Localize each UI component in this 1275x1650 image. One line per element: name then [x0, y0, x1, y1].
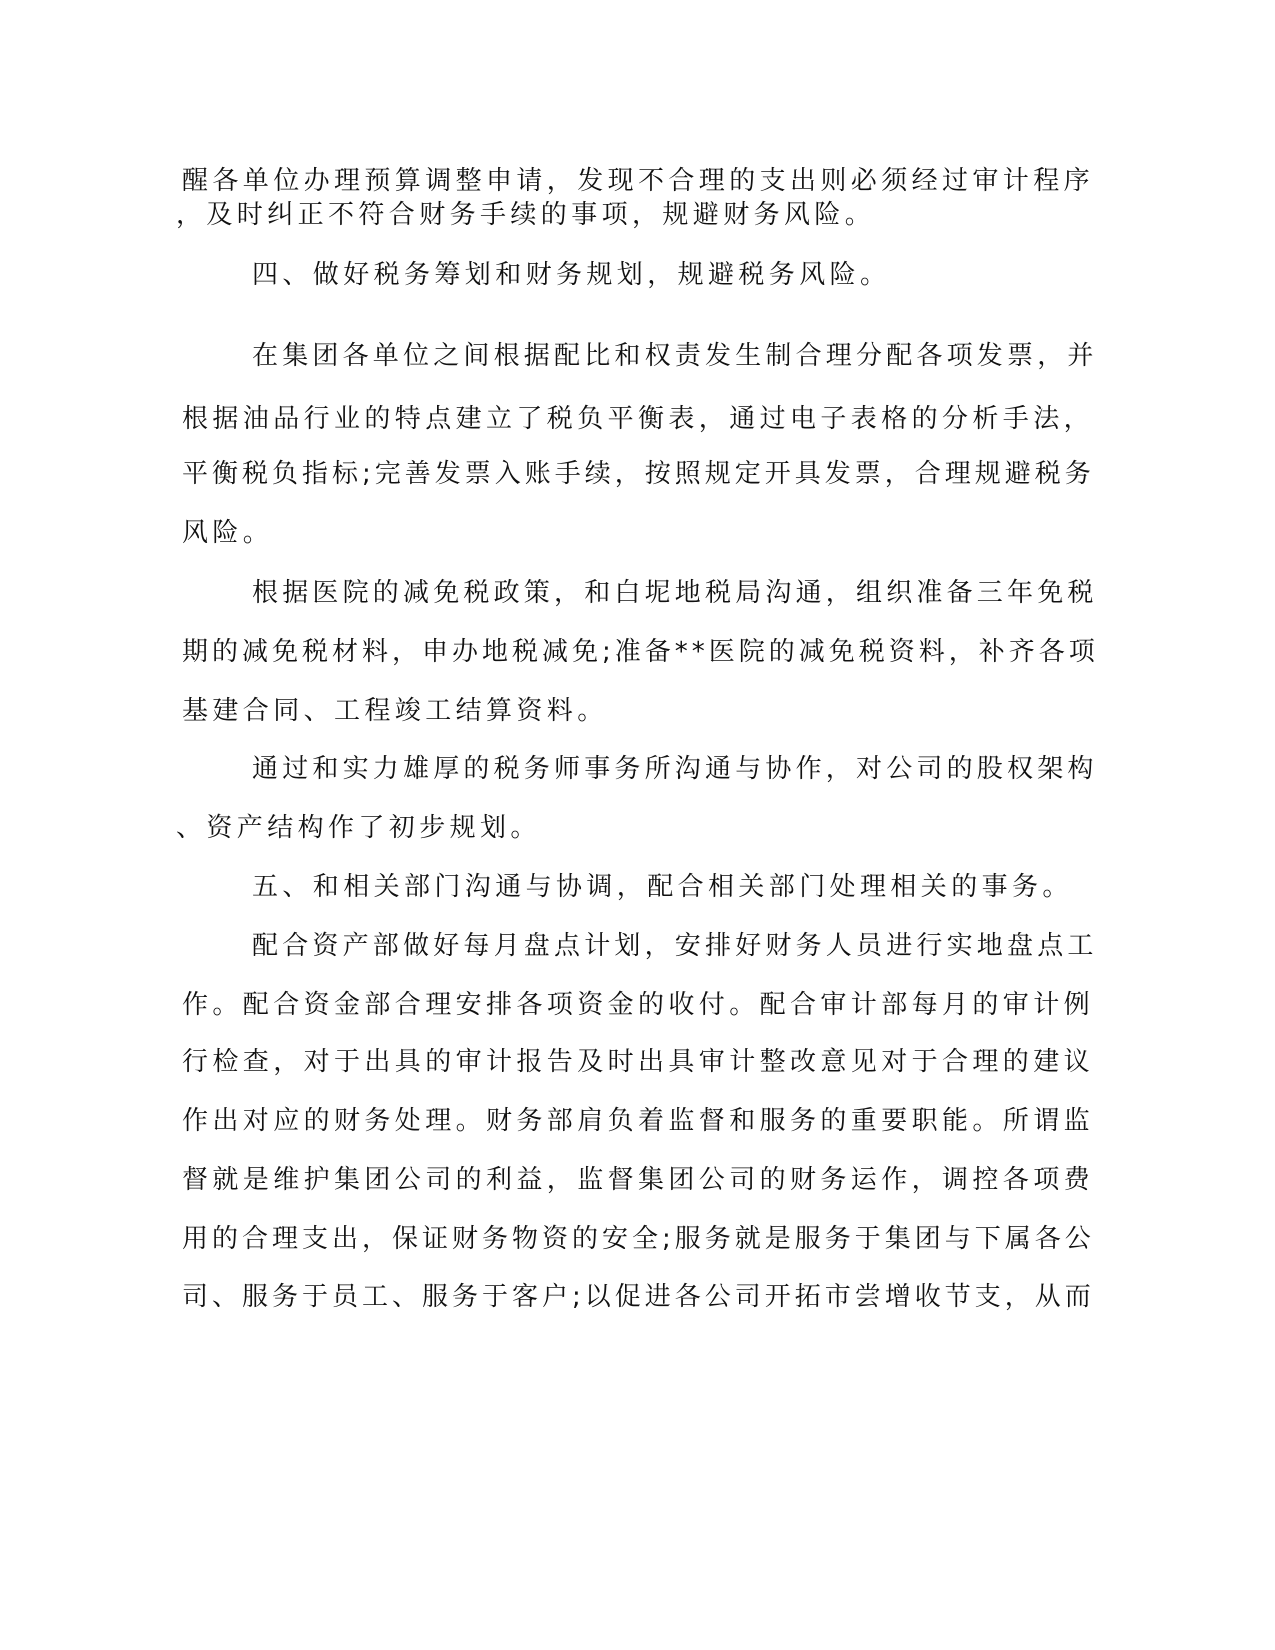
text-line: 用的合理支出，保证财务物资的安全;服务就是服务于集团与下属各公: [182, 1224, 1095, 1254]
text-line: ，及时纠正不符合财务手续的事项，规避财务风险。: [176, 200, 876, 230]
text-line: 通过和实力雄厚的税务师事务所沟通与协作，对公司的股权架构: [252, 754, 1098, 784]
text-line: 期的减免税材料，申办地税减免;准备**医院的减免税资料，补齐各项: [182, 637, 1099, 667]
section-heading: 四、做好税务筹划和财务规划，规避税务风险。: [252, 260, 891, 290]
text-line: 醒各单位办理预算调整申请，发现不合理的支出则必须经过审计程序: [182, 166, 1095, 196]
text-line: 行检查，对于出具的审计报告及时出具审计整改意见对于合理的建议: [182, 1047, 1095, 1077]
text-line: 司、服务于员工、服务于客户;以促进各公司开拓市尝增收节支，从而: [182, 1282, 1095, 1312]
text-line: 作出对应的财务处理。财务部肩负着监督和服务的重要职能。所谓监: [182, 1106, 1095, 1136]
text-line: 在集团各单位之间根据配比和权责发生制合理分配各项发票，并: [252, 341, 1098, 371]
text-line: 根据医院的减免税政策，和白坭地税局沟通，组织准备三年免税: [252, 578, 1098, 608]
text-line: 风险。: [182, 518, 274, 548]
text-line: 平衡税负指标;完善发票入账手续，按照规定开具发票，合理规避税务: [182, 459, 1095, 489]
text-line: 根据油品行业的特点建立了税负平衡表，通过电子表格的分析手法，: [182, 404, 1095, 434]
text-line: 作。配合资金部合理安排各项资金的收付。配合审计部每月的审计例: [182, 990, 1095, 1020]
text-line: 配合资产部做好每月盘点计划，安排好财务人员进行实地盘点工: [252, 931, 1098, 961]
section-heading: 五、和相关部门沟通与协调，配合相关部门处理相关的事务。: [252, 872, 1073, 902]
text-line: 、资产结构作了初步规划。: [176, 813, 541, 843]
text-line: 基建合同、工程竣工结算资料。: [182, 696, 608, 726]
text-line: 督就是维护集团公司的利益，监督集团公司的财务运作，调控各项费: [182, 1165, 1095, 1195]
